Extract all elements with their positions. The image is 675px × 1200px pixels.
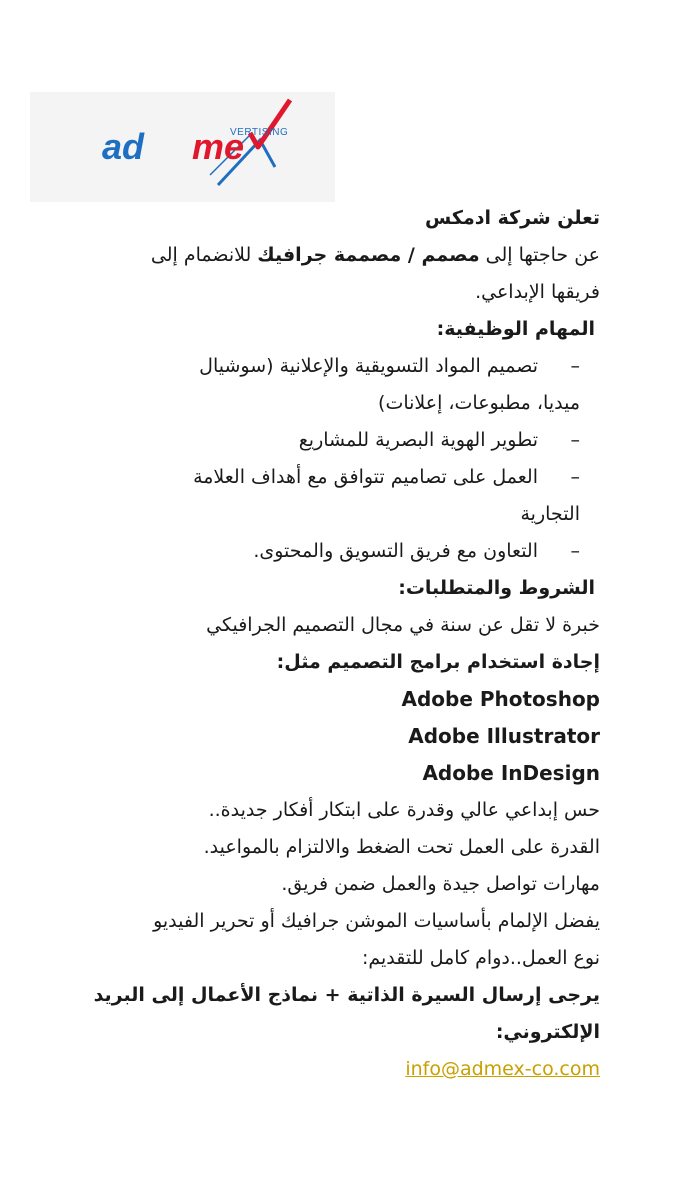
software-illustrator: Adobe Illustrator [408,724,600,748]
requirement-software: إجادة استخدام برامج التصميم مثل: [276,651,600,673]
task-item-1: – تصميم المواد التسويقية والإعلانية (سوشيال [199,355,580,377]
task-item-3-cont: التجارية [520,503,580,525]
software-indesign: Adobe InDesign [422,761,600,785]
email-link[interactable]: info@admex-co.com [405,1058,600,1080]
requirement-motion: يفضل الإلمام بأساسيات الموشن جرافيك أو تحرير الفيديو [153,910,600,932]
requirements-heading: الشروط والمتطلبات: [398,577,595,599]
requirement-experience: خبرة لا تقل عن سنة في مجال التصميم الجرافيكي [206,614,600,636]
apply-instructions-cont: الإلكتروني: [495,1021,600,1043]
logo-red-check [250,100,290,147]
logo-me: me [192,126,245,167]
requirement-pressure: القدرة على العمل تحت الضغط والالتزام بالمواعيد. [203,836,600,858]
task-item-1-cont: ميديا، مطبوعات، إعلانات) [378,392,580,414]
intro-line-2: فريقها الإبداعي. [475,281,600,303]
company-announcement: تعلن شركة ادمكس [425,207,600,229]
work-type: نوع العمل..دوام كامل للتقديم: [361,947,600,969]
task-item-4: – التعاون مع فريق التسويق والمحتوى. [253,540,580,562]
position-title: مصمم / مصممة جرافيك [257,244,480,266]
tasks-heading: المهام الوظيفية: [436,318,595,340]
intro-line: عن حاجتها إلى مصمم / مصممة جرافيك للانضمام إلى [150,244,600,266]
admex-logo [100,95,300,195]
requirement-communication: مهارات تواصل جيدة والعمل ضمن فريق. [281,873,600,895]
job-post [70,200,600,1088]
requirement-creativity: حس إبداعي عالي وقدرة على ابتكار أفكار جديدة.. [208,799,600,821]
software-photoshop: Adobe Photoshop [401,687,600,711]
task-item-3: – العمل على تصاميم تتوافق مع أهداف العلامة [193,466,580,488]
task-item-2: – تطوير الهوية البصرية للمشاريع [298,429,580,451]
logo-ad: ad [102,126,145,167]
logo-vertising: VERTISING [230,127,289,138]
apply-instructions: يرجى إرسال السيرة الذاتية + نماذج الأعمال إلى البريد [93,984,600,1006]
